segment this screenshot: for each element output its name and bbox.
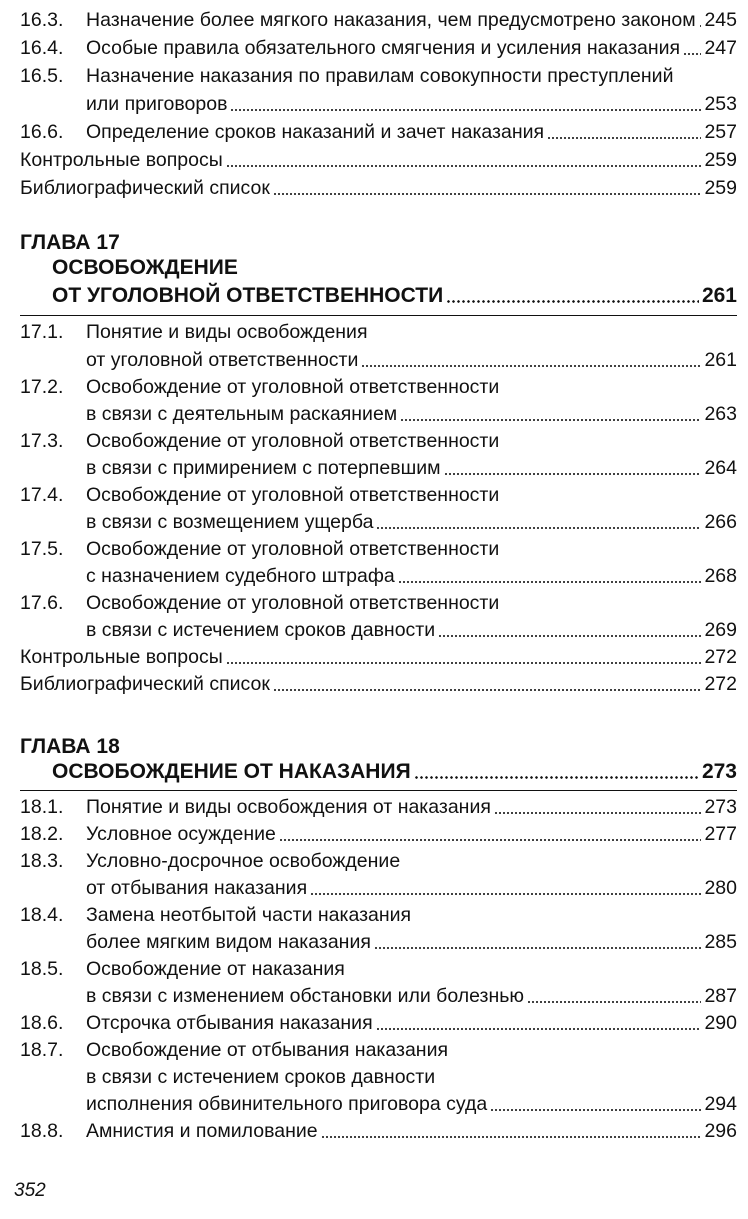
toc-entry-17-6-cont [20,616,737,644]
dot-leader [361,365,701,367]
chapter-title: ОТ УГОЛОВНОЙ ОТВЕТСТВЕННОСТИ [52,284,444,307]
dot-leader [226,662,702,664]
toc-entry-17-5-cont [20,562,737,590]
entry-page: 277 [704,823,737,845]
toc-entry-18-4-cont [20,928,737,956]
entry-page: 263 [704,403,737,425]
dot-leader [400,419,701,421]
dot-leader [527,1001,701,1003]
entry-title: Освобождение от уголовной ответственности [86,538,500,560]
dot-leader [310,893,701,895]
toc-entry-17-1 [20,318,737,346]
dot-leader [374,947,702,949]
entry-title: Понятие и виды освобождения [86,321,368,343]
entry-title-cont: в связи с истечением сроков давности [86,1066,436,1088]
dot-leader [683,53,701,55]
toc-entry-17-5 [20,535,737,563]
entry-title: Освобождение от отбывания наказания [86,1039,449,1061]
dot-leader [398,581,702,583]
entry-title: Контрольные вопросы [20,149,223,171]
entry-title: Назначение более мягкого наказания, чем предусмотрено законом [86,9,696,31]
toc-entry-16-6 [20,118,737,146]
entry-number: 18.7. [20,1039,64,1061]
toc-entry-16-3 [20,6,737,34]
entry-title: Освобождение от уголовной ответственности [86,484,500,506]
toc-entry-17-2 [20,373,737,401]
entry-title-cont: более мягким видом наказания [86,931,371,953]
dot-leader [376,527,701,529]
chapter-title: ОСВОБОЖДЕНИЕ [52,256,238,279]
entry-title: Библиографический список [20,673,270,695]
entry-title: Освобождение от уголовной ответственности [86,376,500,398]
entry-number: 18.4. [20,904,64,926]
entry-title-cont: в связи с деятельным раскаянием [86,403,398,425]
entry-page: 273 [704,796,737,818]
entry-page: 272 [704,646,737,668]
entry-number: 17.6. [20,592,64,614]
dot-leader [376,1028,702,1030]
toc-entry-18-5-cont [20,982,737,1010]
toc-entry-17-2-cont [20,400,737,428]
dot-leader [321,1136,702,1138]
entry-title-cont: в связи с истечением сроков давности [86,619,436,641]
entry-number: 16.3. [20,9,64,31]
entry-title: Отсрочка отбывания наказания [86,1012,373,1034]
entry-title: Освобождение от уголовной ответственности [86,592,500,614]
chapter-17-title-line2 [52,282,737,310]
entry-title: Амнистия и помилование [86,1120,318,1142]
toc-entry-18-7-cont2 [20,1090,737,1118]
toc-entry-16-4 [20,34,737,62]
toc-entry-18-8 [20,1117,737,1145]
entry-page: 269 [704,619,737,641]
entry-page: 268 [704,565,737,587]
entry-page: 261 [704,349,737,371]
entry-page: 285 [704,931,737,953]
entry-title-cont: от уголовной ответственности [86,349,359,371]
entry-page: 296 [704,1120,737,1142]
dot-leader [230,109,701,111]
toc-entry-18-1 [20,793,737,821]
entry-page: 257 [704,121,737,143]
entry-title: Освобождение от наказания [86,958,345,980]
entry-number: 18.2. [20,823,64,845]
toc-entry-17-1-cont [20,346,737,374]
entry-number: 17.2. [20,376,64,398]
entry-page: 280 [704,877,737,899]
toc-entry-18-5 [20,955,737,983]
toc-entry-17-4-cont [20,508,737,536]
entry-page: 294 [704,1093,737,1115]
entry-title: Замена неотбытой части наказания [86,904,412,926]
dot-leader [438,635,701,637]
chapter-17-title-line1 [52,254,737,282]
entry-title-cont: в связи с возмещением ущерба [86,511,374,533]
entry-number: 18.1. [20,796,64,818]
dot-leader [494,812,702,814]
entry-title: Определение сроков наказаний и зачет наказания [86,121,545,143]
dot-leader [273,193,702,195]
entry-number: 17.5. [20,538,64,560]
chapter-divider [20,315,737,316]
dot-leader [273,689,702,691]
entry-number: 16.4. [20,37,64,59]
entry-title-cont: в связи с изменением обстановки или болезнью [86,985,525,1007]
toc-entry-18-7 [20,1036,737,1064]
dot-leader [414,776,699,779]
toc-entry-17-3-cont [20,454,737,482]
toc-entry-18-4 [20,901,737,929]
entry-number: 16.6. [20,121,64,143]
entry-number: 18.5. [20,958,64,980]
chapter-18-label: ГЛАВА 18 [20,735,120,758]
chapter-title: ОСВОБОЖДЕНИЕ ОТ НАКАЗАНИЯ [52,760,411,783]
entry-number: 18.3. [20,850,64,872]
toc-entry-18-2 [20,820,737,848]
entry-page: 287 [704,985,737,1007]
entry-page: 266 [704,511,737,533]
toc-entry-16-5 [20,62,737,90]
dot-leader [446,300,699,303]
entry-number: 18.8. [20,1120,64,1142]
entry-number: 18.6. [20,1012,64,1034]
toc-entry-16-5-cont [20,90,737,118]
toc-entry-bibliography-16 [20,174,737,202]
toc-entry-18-7-cont [20,1063,737,1091]
entry-title: Библиографический список [20,177,270,199]
toc-entry-17-6 [20,589,737,617]
entry-number: 17.4. [20,484,64,506]
entry-page: 272 [704,673,737,695]
entry-page: 259 [704,177,737,199]
entry-title: Назначение наказания по правилам совокупности преступлений [86,65,674,87]
chapter-page: 273 [701,760,737,783]
dot-leader [444,473,702,475]
entry-title: Особые правила обязательного смягчения и усиления наказания [86,37,681,59]
entry-title: Условно-досрочное освобождение [86,850,401,872]
entry-title: Освобождение от уголовной ответственности [86,430,500,452]
chapter-page: 261 [701,284,737,307]
toc-entry-18-6 [20,1009,737,1037]
toc-entry-bibliography-17 [20,670,737,698]
entry-page: 253 [704,93,737,115]
dot-leader [490,1109,701,1111]
toc-entry-questions-17 [20,643,737,671]
entry-number: 17.1. [20,321,64,343]
entry-title-cont: от отбывания наказания [86,877,308,899]
entry-title-cont: исполнения обвинительного приговора суда [86,1093,488,1115]
chapter-17-label: ГЛАВА 17 [20,231,120,254]
entry-number: 17.3. [20,430,64,452]
chapter-18-title-line [52,758,737,786]
entry-page: 259 [704,149,737,171]
dot-leader [699,25,702,27]
entry-page: 290 [704,1012,737,1034]
page-number: 352 [14,1180,46,1201]
entry-title: Контрольные вопросы [20,646,223,668]
entry-number: 16.5. [20,65,64,87]
entry-title-cont: с назначением судебного штрафа [86,565,395,587]
dot-leader [226,165,702,167]
toc-entry-17-3 [20,427,737,455]
entry-title-cont: в связи с примирением с потерпевшим [86,457,441,479]
toc-entry-17-4 [20,481,737,509]
entry-page: 247 [704,37,737,59]
entry-title: Условное осуждение [86,823,276,845]
entry-title-cont: или приговоров [86,93,228,115]
chapter-divider [20,790,737,791]
toc-entry-18-3-cont [20,874,737,902]
toc-entry-18-3 [20,847,737,875]
entry-page: 245 [704,9,737,31]
toc-entry-questions-16 [20,146,737,174]
dot-leader [279,839,702,841]
entry-title: Понятие и виды освобождения от наказания [86,796,491,818]
dot-leader [547,137,701,139]
entry-page: 264 [704,457,737,479]
